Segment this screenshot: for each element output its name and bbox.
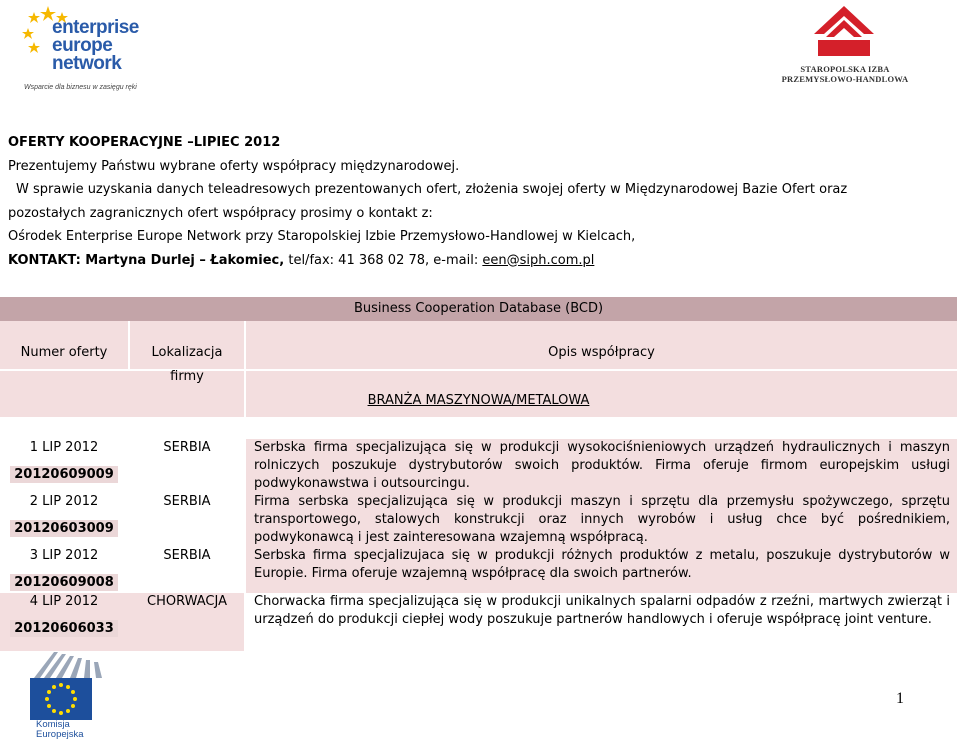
- offer-description: Serbska firma specjalizująca się w produkcji wysokociśnieniowych urządzeń hydraulicznych i maszyn rolniczych poszukuje dystrybutorów swoich produktów. Firma oferuje firmom europejskim usługi podwykonawstwa i outsourcingu.: [254, 440, 950, 491]
- een-logo: [22, 4, 139, 96]
- table-spacer: [0, 417, 957, 439]
- offer-description: Firma serbska specjalizująca się w produkcji maszyn i sprzętu dla przemysłu spożywczego, sprzętu transportowego, stalowych konstrukcji oraz innych wyrobów i usług chce być pośrednikiem, podwykonawcą i jest zainteresowana wzajemną współpracą.: [254, 494, 950, 545]
- table-row: [0, 547, 957, 593]
- sector-heading: BRANŻA MASZYNOWA/METALOWA: [367, 393, 590, 408]
- offer-number: 3 LIP 2012: [29, 548, 99, 563]
- offer-description: Serbska firma specjalizujaca się w produkcji różnych produktów z metalu, poszukuje dystrybutorów w Europie. Firma oferuje wzajemną współpracę dla swoich partnerów.: [254, 548, 950, 581]
- een-logo-line2: europe: [52, 35, 113, 56]
- siph-mark-icon: [812, 4, 876, 60]
- eu-logo-line1: Komisja: [36, 719, 70, 730]
- offer-location: CHORWACJA: [147, 594, 227, 609]
- col-header-number: Numer oferty: [20, 345, 108, 360]
- offer-number: 2 LIP 2012: [29, 494, 99, 509]
- siph-logo-line2: PRZEMYSŁOWO-HANDLOWA: [781, 74, 909, 84]
- contact-phone: tel/fax: 41 368 02 78, e-mail:: [284, 252, 483, 268]
- table-row: [0, 593, 957, 651]
- offer-number-cell: [0, 593, 128, 637]
- offer-location: SERBIA: [163, 548, 211, 563]
- siph-logo: [770, 2, 920, 88]
- offer-number-cell: [0, 547, 128, 591]
- email-link[interactable]: een@siph.com.pl: [482, 252, 595, 268]
- intro-line: W sprawie uzyskania danych teleadresowych prezentowanych ofert, złożenia swojej oferty w Międzynarodowej Bazie Ofert oraz: [16, 182, 848, 197]
- table-row: [0, 493, 957, 547]
- col-header-location: Lokalizacja: [151, 345, 223, 360]
- offers-table: [0, 297, 957, 651]
- page-number: 1: [896, 690, 904, 707]
- een-logo-line1: enterprise: [52, 17, 139, 38]
- bcd-header-row: [0, 297, 957, 321]
- eu-logo-line2: Europejska: [36, 729, 84, 740]
- col-header-location-2: firmy: [170, 369, 204, 384]
- table-header: [0, 321, 957, 417]
- eu-flag-icon: [30, 678, 92, 720]
- intro-section: [8, 131, 953, 272]
- offer-number: 4 LIP 2012: [29, 594, 99, 609]
- contact-line: [8, 249, 953, 273]
- intro-line: Ośrodek Enterprise Europe Network przy Staropolskiej Izbie Przemysłowo-Handlowej w Kielcach,: [8, 229, 636, 244]
- offer-location: SERBIA: [163, 494, 211, 509]
- contact-label: KONTAKT: Martyna Durlej – Łakomiec,: [8, 252, 285, 268]
- table-row: [0, 439, 957, 493]
- offer-description: Chorwacka firma specjalizująca się w produkcji unikalnych spalarni odpadów z rzeźni, martwych zwierząt i urządzeń do produkcji ciepłej wody poszukuje partnerów handlowych i oferuje współpracę joint venture.: [254, 594, 950, 627]
- eu-commission-building-icon: [34, 648, 104, 678]
- intro-line: pozostałych zagranicznych ofert współpracy prosimy o kontakt z:: [8, 205, 433, 221]
- offer-code: 20120603009: [10, 520, 118, 537]
- siph-logo-line1: STAROPOLSKA IZBA: [800, 64, 890, 74]
- eu-logo: [30, 648, 110, 748]
- bcd-title: Business Cooperation Database (BCD): [353, 301, 604, 316]
- een-logo-line3: network: [52, 53, 122, 74]
- offer-code: 20120609008: [10, 574, 118, 591]
- offer-code: 20120609009: [10, 466, 118, 483]
- offer-number: 1 LIP 2012: [29, 440, 99, 455]
- een-logo-tagline: Wsparcie dla biznesu w zasięgu ręki: [24, 84, 137, 91]
- offer-number-cell: [0, 439, 128, 483]
- document-title: OFERTY KOOPERACYJNE –LIPIEC 2012: [8, 135, 281, 150]
- intro-line: Prezentujemy Państwu wybrane oferty współpracy międzynarodowej.: [8, 158, 460, 174]
- eu-logo-text: [36, 720, 84, 740]
- offer-location: SERBIA: [163, 440, 211, 455]
- offer-number-cell: [0, 493, 128, 537]
- col-header-description: Opis współpracy: [548, 345, 655, 360]
- offer-code: 20120606033: [10, 620, 118, 637]
